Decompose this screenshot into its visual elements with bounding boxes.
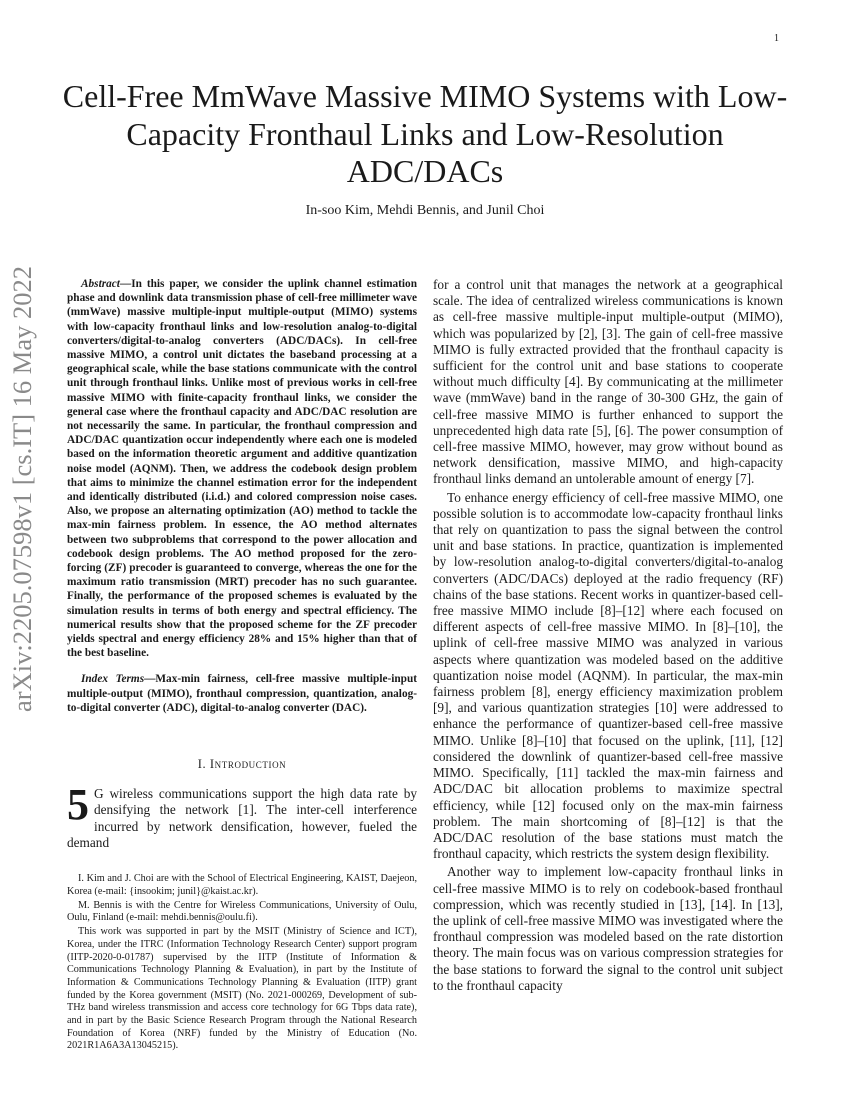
body-paragraph: To enhance energy efficiency of cell-free massive MIMO, one possible solution is to accommodate low-capacity fronthaul links that rely on quantization to pass the signal between the control unit and base stations. In practice, quantization is implemented by low-resolution analog-to-digital converters/digital-to-analog converters (ADC/DACs) deployed at the radio frequency (RF) chains of the base stations. Recent works in quantizer-based cell-free massive MIMO include [8]–[12] where each focused on different aspects of cell-free massive MIMO. In [8]–[10], the uplink of cell-free massive MIMO was analyzed in various aspects where quantization was modeled based on the additive quantization noise model (AQNM). In particular, the max-min fairness problem [8], energy efficiency maximization problem [9], and various quantization strategies [10] were addressed to enhance the performance of quantizer-based cell-free massive MIMO. Unlike [8]–[10] that focused on the uplink, [11], [12] considered the downlink of quantizer-based cell-free massive MIMO. Specifically, [11] tackled the max-min fairness and ADC/DAC bit allocation problems to maximize spectral efficiency, while [12] focused only on the max-min fairness problem. The main shortcoming of [8]–[12] is that the ADC/DAC resolution of the base stations must match the fronthaul capacity, which restricts the system design flexibility. <box>433 489 783 862</box>
intro-paragraph <box>67 780 417 851</box>
paper-title: Cell-Free MmWave Massive MIMO Systems with Low-Capacity Fronthaul Links and Low-Resolution ADC/DACs <box>62 78 788 189</box>
footnote-funding: This work was supported in part by the MSIT (Ministry of Science and ICT), Korea, under the ITRC (Information Technology Research Center) support program (IITP-2020-0-01787) supervised by the IITP (Institute of Information & Communications Technology Planning & Evaluation), in part by the Institute of Information & Communications Technology Planning & Evaluation (IITP) grant funded by the Korea government (MSIT) (No. 2021-000269, Development of sub-THz band wireless transmission and access core technology for 6G Tbps data rate), and in part by the Basic Science Research Program through the National Research Foundation of Korea (NRF) funded by the Ministry of Education (No. 2021R1A6A3A13045215). <box>67 926 417 1052</box>
body-paragraph: for a control unit that manages the network at a geographical scale. The idea of centralized wireless communications is known as cell-free massive multiple-input multiple-output (MIMO), which was popularized by [2], [3]. The gain of cell-free massive MIMO is fully extracted provided that the fronthaul capacity is sufficient for the control unit and base stations to cooperate without much difficulty [4]. By communicating at the millimeter wave (mmWave) band in the range of 30-300 GHz, the gain of cell-free massive MIMO is further enhanced to support the unprecedented high data rate [5], [6]. The power consumption of cell-free massive MIMO, however, may grow without bound as network densification, massive MIMO, and high-capacity fronthaul links demand an untolerable amount of energy [7]. <box>433 277 783 487</box>
section-heading-introduction: I. Introduction <box>197 757 287 772</box>
index-terms-label: Index Terms <box>81 673 145 686</box>
author-list: In-soo Kim, Mehdi Bennis, and Junil Choi <box>305 203 545 218</box>
footnote-affiliation-kaist: I. Kim and J. Choi are with the School of Electrical Engineering, KAIST, Daejeon, Korea (e-mail: {insookim; junil}@kaist.ac.kr). <box>67 873 417 897</box>
abstract-text: —In this paper, we consider the uplink channel estimation phase and downlink data transmission phase of cell-free millimeter wave (mmWave) massive multiple-input multiple-output (MIMO) systems with low-capacity fronthaul links and low-resolution analog-to-digital converters/digital-to-analog converters (ADC/DACs). In cell-free massive MIMO, a control unit dictates the baseband processing at a geographical scale, while the base stations communicate with the control unit through fronthaul links. Unlike most of previous works in cell-free massive MIMO with finite-capacity fronthaul links, we consider the general case where the fronthaul capacity and ADC/DAC resolution are not necessarily the same. In particular, the fronthaul compression and ADC/DAC quantization occur independently where each one is modeled based on the information theoretic argument and additive quantization noise model (AQNM). Then, we address the codebook design problem that aims to minimize the channel estimation error for the independent and identically distributed (i.i.d.) and colored compression noise cases. Also, we propose an alternating optimization (AO) method to tackle the max-min fairness problem. In essence, the AO method alternates between two subproblems that correspond to the power allocation and codebook design problems. The AO method proposed for the zero-forcing (ZF) precoder is guaranteed to converge, whereas the one for the maximum ratio transmission (MRT) precoder has no such guarantee. Finally, the performance of the proposed schemes is evaluated by the simulation results in terms of both energy and spectral efficiency. The numerical results show that the proposed scheme for the ZF precoder yields spectral and energy efficiency 28% and 15% higher than that of the best baseline. <box>67 278 417 660</box>
index-terms <box>67 672 417 715</box>
arxiv-identifier: arXiv:2205.07598v1 [cs.IT] 16 May 2022 <box>7 265 37 712</box>
abstract <box>67 277 417 660</box>
page-number: 1 <box>774 33 779 44</box>
drop-cap: 5 <box>67 780 89 830</box>
index-terms-text: —Max-min fairness, cell-free massive multiple-input multiple-output (MIMO), fronthaul compression, quantization, analog-to-digital converter (ADC), digital-to-analog converter (DAC). <box>67 673 417 714</box>
right-column <box>433 277 783 994</box>
left-column <box>67 277 417 1054</box>
footnote-affiliation-oulu: M. Bennis is with the Centre for Wireless Communications, University of Oulu, Oulu, Finland (e-mail: mehdi.bennis@oulu.fi). <box>67 899 417 924</box>
body-paragraph: Another way to implement low-capacity fronthaul links in cell-free massive MIMO is to rely on codebook-based fronthaul compression, which was recently studied in [13], [14]. In [13], the uplink of cell-free massive MIMO was investigated where the fronthaul compression was modeled based on the rate distortion theory. The main focus was on various compression strategies for the base stations to forward the signal to the control unit subject to the fronthaul capacity <box>433 864 783 993</box>
abstract-label: Abstract <box>81 278 120 290</box>
intro-text: G wireless communications support the high data rate by densifying the network [1]. The inter-cell interference incurred by network densification, however, fueled the demand <box>67 786 417 850</box>
